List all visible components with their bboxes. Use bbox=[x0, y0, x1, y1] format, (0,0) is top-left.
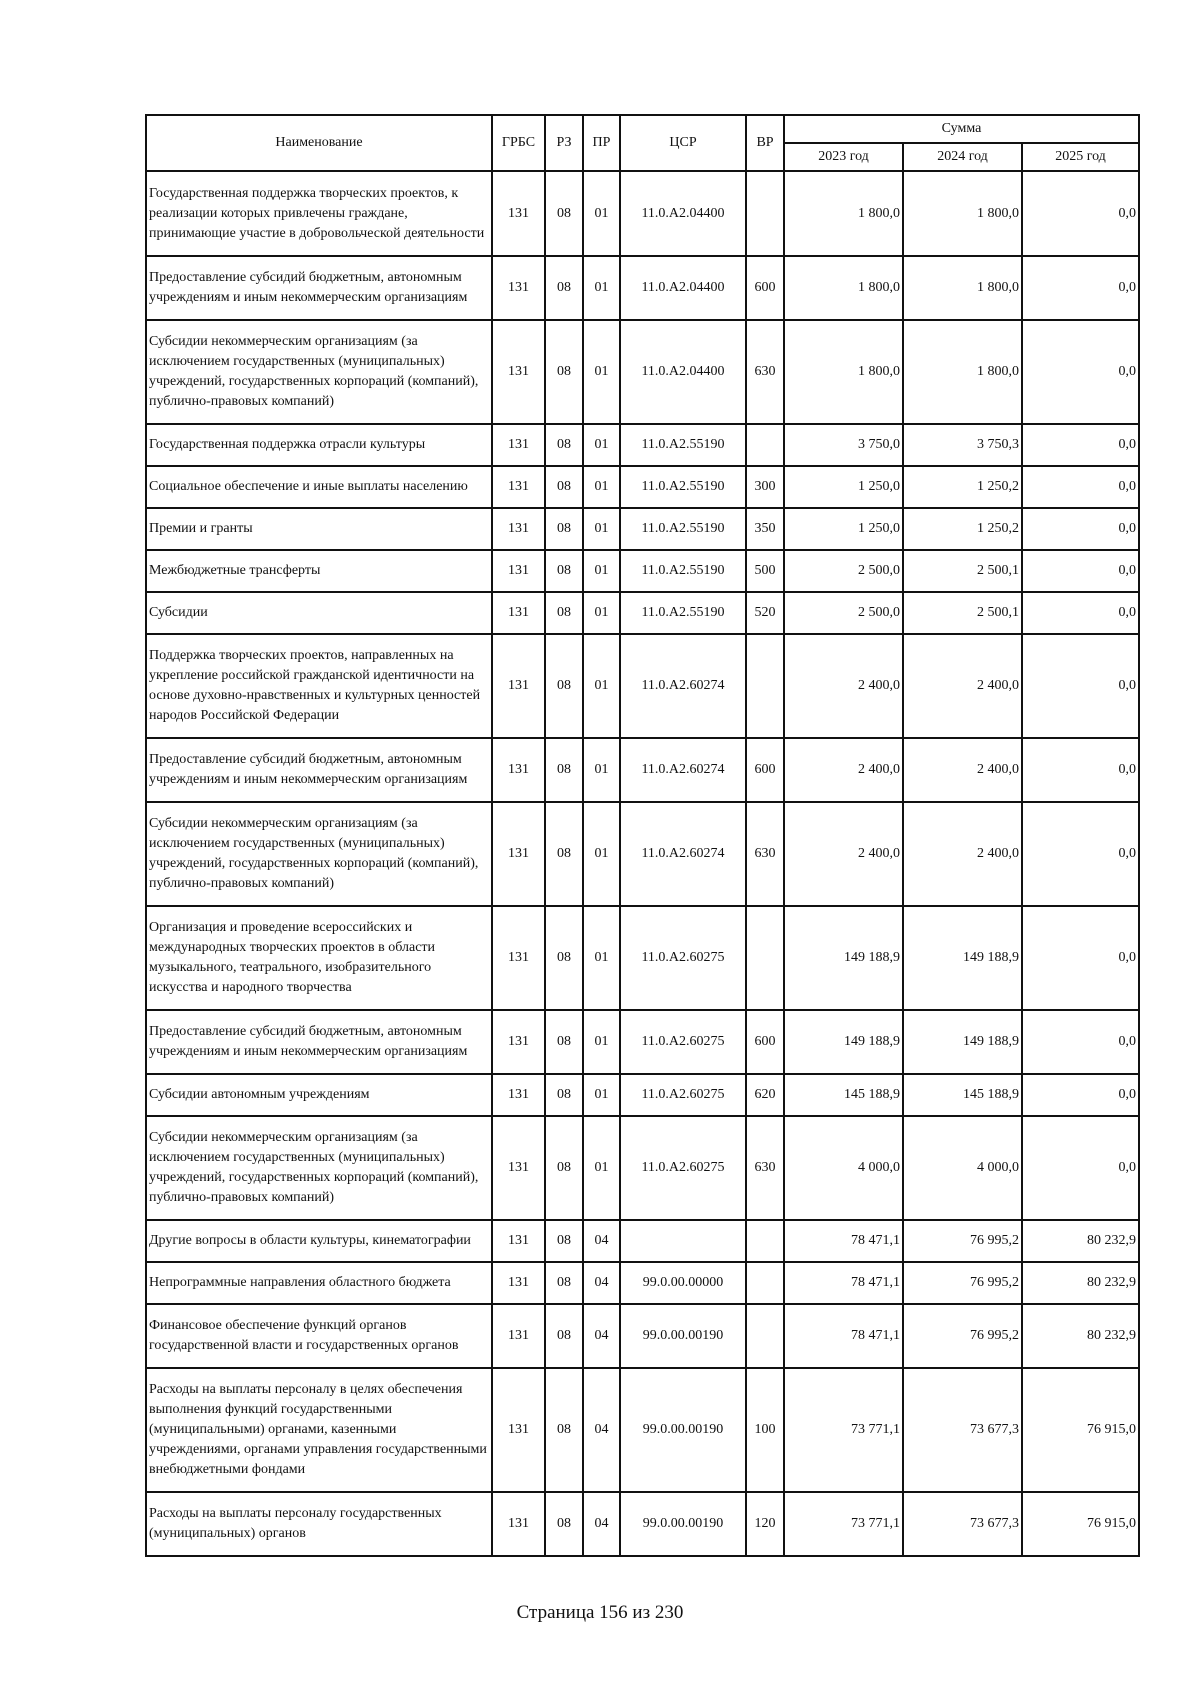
budget-table bbox=[145, 114, 1140, 1557]
cell-2025: 0,0 bbox=[1022, 738, 1139, 802]
cell-pr: 04 bbox=[583, 1304, 620, 1368]
cell-pr: 01 bbox=[583, 906, 620, 1010]
cell-grbs: 131 bbox=[492, 592, 545, 634]
cell-2024: 73 677,3 bbox=[903, 1492, 1022, 1556]
cell-vr bbox=[746, 1304, 784, 1368]
header-rz: РЗ bbox=[545, 115, 583, 171]
cell-vr: 600 bbox=[746, 256, 784, 320]
cell-2024: 73 677,3 bbox=[903, 1368, 1022, 1492]
table-row bbox=[146, 508, 1139, 550]
cell-grbs: 131 bbox=[492, 1116, 545, 1220]
table-row bbox=[146, 592, 1139, 634]
cell-pr: 04 bbox=[583, 1220, 620, 1262]
table-row bbox=[146, 256, 1139, 320]
table-row bbox=[146, 550, 1139, 592]
table-row bbox=[146, 1492, 1139, 1556]
cell-2023: 3 750,0 bbox=[784, 424, 903, 466]
cell-rz: 08 bbox=[545, 466, 583, 508]
cell-name: Субсидии некоммерческим организациям (за исключением государственных (муниципальных) учреждений, государственных корпораций (компаний), публично-правовых компаний) bbox=[146, 320, 492, 424]
header-year-2025: 2025 год bbox=[1022, 143, 1139, 171]
table-row bbox=[146, 1010, 1139, 1074]
cell-grbs: 131 bbox=[492, 171, 545, 256]
cell-rz: 08 bbox=[545, 1010, 583, 1074]
cell-pr: 01 bbox=[583, 171, 620, 256]
cell-pr: 01 bbox=[583, 634, 620, 738]
cell-2024: 3 750,3 bbox=[903, 424, 1022, 466]
cell-2023: 1 250,0 bbox=[784, 466, 903, 508]
cell-name: Предоставление субсидий бюджетным, автономным учреждениям и иным некоммерческим организациям bbox=[146, 738, 492, 802]
cell-rz: 08 bbox=[545, 256, 583, 320]
cell-vr: 600 bbox=[746, 1010, 784, 1074]
cell-name: Расходы на выплаты персоналу в целях обеспечения выполнения функций государственными (муниципальными) органами, казенными учреждениями, органами управления государственными внебюджетными фондами bbox=[146, 1368, 492, 1492]
cell-2023: 145 188,9 bbox=[784, 1074, 903, 1116]
cell-csr: 99.0.00.00190 bbox=[620, 1368, 746, 1492]
cell-2024: 2 400,0 bbox=[903, 802, 1022, 906]
cell-2024: 149 188,9 bbox=[903, 906, 1022, 1010]
cell-2024: 1 800,0 bbox=[903, 320, 1022, 424]
cell-2024: 2 500,1 bbox=[903, 592, 1022, 634]
cell-2023: 2 500,0 bbox=[784, 592, 903, 634]
table-row bbox=[146, 1304, 1139, 1368]
cell-grbs: 131 bbox=[492, 508, 545, 550]
cell-2025: 76 915,0 bbox=[1022, 1492, 1139, 1556]
header-year-2024: 2024 год bbox=[903, 143, 1022, 171]
cell-2025: 0,0 bbox=[1022, 802, 1139, 906]
cell-grbs: 131 bbox=[492, 906, 545, 1010]
cell-2025: 0,0 bbox=[1022, 550, 1139, 592]
cell-2024: 1 250,2 bbox=[903, 466, 1022, 508]
cell-rz: 08 bbox=[545, 508, 583, 550]
cell-name: Субсидии некоммерческим организациям (за исключением государственных (муниципальных) учреждений, государственных корпораций (компаний), публично-правовых компаний) bbox=[146, 1116, 492, 1220]
table-row bbox=[146, 1220, 1139, 1262]
cell-2025: 0,0 bbox=[1022, 320, 1139, 424]
cell-csr: 11.0.A2.55190 bbox=[620, 466, 746, 508]
cell-csr: 11.0.A2.55190 bbox=[620, 550, 746, 592]
cell-2025: 80 232,9 bbox=[1022, 1262, 1139, 1304]
cell-rz: 08 bbox=[545, 634, 583, 738]
cell-2024: 2 500,1 bbox=[903, 550, 1022, 592]
cell-grbs: 131 bbox=[492, 634, 545, 738]
cell-csr: 11.0.A2.60275 bbox=[620, 906, 746, 1010]
header-csr: ЦСР bbox=[620, 115, 746, 171]
table-row bbox=[146, 424, 1139, 466]
cell-csr: 11.0.A2.60275 bbox=[620, 1074, 746, 1116]
cell-vr: 120 bbox=[746, 1492, 784, 1556]
cell-name: Субсидии некоммерческим организациям (за исключением государственных (муниципальных) учреждений, государственных корпораций (компаний), публично-правовых компаний) bbox=[146, 802, 492, 906]
cell-grbs: 131 bbox=[492, 256, 545, 320]
cell-grbs: 131 bbox=[492, 1010, 545, 1074]
cell-grbs: 131 bbox=[492, 466, 545, 508]
cell-vr bbox=[746, 424, 784, 466]
page-number: Страница 156 из 230 bbox=[516, 1602, 684, 1623]
cell-2023: 1 800,0 bbox=[784, 256, 903, 320]
cell-rz: 08 bbox=[545, 802, 583, 906]
cell-pr: 04 bbox=[583, 1368, 620, 1492]
cell-grbs: 131 bbox=[492, 738, 545, 802]
cell-vr: 520 bbox=[746, 592, 784, 634]
table-row bbox=[146, 634, 1139, 738]
cell-2024: 2 400,0 bbox=[903, 634, 1022, 738]
cell-vr bbox=[746, 171, 784, 256]
cell-name: Социальное обеспечение и иные выплаты населению bbox=[146, 466, 492, 508]
table-header bbox=[146, 115, 1139, 171]
cell-name: Предоставление субсидий бюджетным, автономным учреждениям и иным некоммерческим организациям bbox=[146, 256, 492, 320]
cell-2023: 2 400,0 bbox=[784, 634, 903, 738]
cell-grbs: 131 bbox=[492, 1262, 545, 1304]
cell-2024: 1 800,0 bbox=[903, 256, 1022, 320]
cell-grbs: 131 bbox=[492, 1492, 545, 1556]
cell-2024: 4 000,0 bbox=[903, 1116, 1022, 1220]
cell-2023: 149 188,9 bbox=[784, 906, 903, 1010]
cell-csr: 99.0.00.00190 bbox=[620, 1492, 746, 1556]
cell-name: Непрограммные направления областного бюджета bbox=[146, 1262, 492, 1304]
cell-2023: 1 250,0 bbox=[784, 508, 903, 550]
cell-rz: 08 bbox=[545, 1304, 583, 1368]
header-year-2023: 2023 год bbox=[784, 143, 903, 171]
cell-vr: 620 bbox=[746, 1074, 784, 1116]
cell-vr bbox=[746, 1262, 784, 1304]
cell-2025: 0,0 bbox=[1022, 1010, 1139, 1074]
cell-2025: 76 915,0 bbox=[1022, 1368, 1139, 1492]
cell-2023: 73 771,1 bbox=[784, 1368, 903, 1492]
cell-2023: 78 471,1 bbox=[784, 1262, 903, 1304]
cell-2025: 0,0 bbox=[1022, 592, 1139, 634]
cell-pr: 01 bbox=[583, 466, 620, 508]
cell-rz: 08 bbox=[545, 550, 583, 592]
cell-2023: 1 800,0 bbox=[784, 171, 903, 256]
cell-2024: 2 400,0 bbox=[903, 738, 1022, 802]
cell-csr: 11.0.A2.55190 bbox=[620, 424, 746, 466]
table-row bbox=[146, 1074, 1139, 1116]
cell-2025: 0,0 bbox=[1022, 171, 1139, 256]
cell-2025: 80 232,9 bbox=[1022, 1220, 1139, 1262]
cell-grbs: 131 bbox=[492, 550, 545, 592]
cell-rz: 08 bbox=[545, 424, 583, 466]
cell-name: Субсидии bbox=[146, 592, 492, 634]
cell-csr: 99.0.00.00000 bbox=[620, 1262, 746, 1304]
cell-vr bbox=[746, 634, 784, 738]
cell-csr: 99.0.00.00190 bbox=[620, 1304, 746, 1368]
cell-pr: 01 bbox=[583, 802, 620, 906]
cell-rz: 08 bbox=[545, 1492, 583, 1556]
cell-rz: 08 bbox=[545, 171, 583, 256]
cell-2024: 1 250,2 bbox=[903, 508, 1022, 550]
cell-csr: 11.0.A2.04400 bbox=[620, 171, 746, 256]
cell-2023: 4 000,0 bbox=[784, 1116, 903, 1220]
cell-name: Предоставление субсидий бюджетным, автономным учреждениям и иным некоммерческим организациям bbox=[146, 1010, 492, 1074]
cell-2023: 78 471,1 bbox=[784, 1220, 903, 1262]
cell-rz: 08 bbox=[545, 1220, 583, 1262]
cell-2024: 145 188,9 bbox=[903, 1074, 1022, 1116]
cell-pr: 04 bbox=[583, 1492, 620, 1556]
cell-name: Другие вопросы в области культуры, кинематографии bbox=[146, 1220, 492, 1262]
cell-vr: 100 bbox=[746, 1368, 784, 1492]
cell-grbs: 131 bbox=[492, 1074, 545, 1116]
cell-pr: 01 bbox=[583, 592, 620, 634]
cell-pr: 01 bbox=[583, 508, 620, 550]
cell-pr: 01 bbox=[583, 738, 620, 802]
cell-pr: 01 bbox=[583, 1074, 620, 1116]
cell-2025: 0,0 bbox=[1022, 1116, 1139, 1220]
cell-csr: 11.0.A2.60275 bbox=[620, 1116, 746, 1220]
cell-2024: 149 188,9 bbox=[903, 1010, 1022, 1074]
table-body bbox=[146, 171, 1139, 1556]
header-name: Наименование bbox=[146, 115, 492, 171]
cell-2025: 80 232,9 bbox=[1022, 1304, 1139, 1368]
cell-name: Государственная поддержка отрасли культуры bbox=[146, 424, 492, 466]
cell-2023: 1 800,0 bbox=[784, 320, 903, 424]
cell-vr: 630 bbox=[746, 802, 784, 906]
cell-rz: 08 bbox=[545, 1116, 583, 1220]
cell-csr: 11.0.A2.60274 bbox=[620, 634, 746, 738]
cell-rz: 08 bbox=[545, 738, 583, 802]
cell-2023: 2 400,0 bbox=[784, 802, 903, 906]
cell-2023: 2 400,0 bbox=[784, 738, 903, 802]
table-row bbox=[146, 171, 1139, 256]
cell-csr: 11.0.A2.60275 bbox=[620, 1010, 746, 1074]
header-pr: ПР bbox=[583, 115, 620, 171]
table-row bbox=[146, 1262, 1139, 1304]
cell-csr: 11.0.A2.60274 bbox=[620, 738, 746, 802]
cell-vr: 500 bbox=[746, 550, 784, 592]
cell-grbs: 131 bbox=[492, 802, 545, 906]
header-grbs: ГРБС bbox=[492, 115, 545, 171]
cell-pr: 01 bbox=[583, 550, 620, 592]
table-row bbox=[146, 1116, 1139, 1220]
table-row bbox=[146, 1368, 1139, 1492]
cell-vr: 600 bbox=[746, 738, 784, 802]
cell-2025: 0,0 bbox=[1022, 906, 1139, 1010]
cell-2023: 78 471,1 bbox=[784, 1304, 903, 1368]
cell-grbs: 131 bbox=[492, 424, 545, 466]
cell-pr: 01 bbox=[583, 1010, 620, 1074]
cell-pr: 01 bbox=[583, 256, 620, 320]
header-vr: ВР bbox=[746, 115, 784, 171]
cell-rz: 08 bbox=[545, 1368, 583, 1492]
cell-grbs: 131 bbox=[492, 1368, 545, 1492]
cell-2025: 0,0 bbox=[1022, 634, 1139, 738]
cell-2024: 76 995,2 bbox=[903, 1262, 1022, 1304]
table-row bbox=[146, 906, 1139, 1010]
cell-csr: 11.0.A2.60274 bbox=[620, 802, 746, 906]
cell-name: Расходы на выплаты персоналу государственных (муниципальных) органов bbox=[146, 1492, 492, 1556]
cell-name: Субсидии автономным учреждениям bbox=[146, 1074, 492, 1116]
cell-2023: 2 500,0 bbox=[784, 550, 903, 592]
cell-vr: 630 bbox=[746, 320, 784, 424]
cell-csr: 11.0.A2.55190 bbox=[620, 508, 746, 550]
cell-2025: 0,0 bbox=[1022, 256, 1139, 320]
cell-name: Премии и гранты bbox=[146, 508, 492, 550]
cell-rz: 08 bbox=[545, 592, 583, 634]
cell-rz: 08 bbox=[545, 906, 583, 1010]
cell-name: Межбюджетные трансферты bbox=[146, 550, 492, 592]
cell-2024: 76 995,2 bbox=[903, 1304, 1022, 1368]
cell-2024: 76 995,2 bbox=[903, 1220, 1022, 1262]
table-row bbox=[146, 738, 1139, 802]
cell-2025: 0,0 bbox=[1022, 466, 1139, 508]
cell-2025: 0,0 bbox=[1022, 508, 1139, 550]
cell-csr: 11.0.A2.04400 bbox=[620, 320, 746, 424]
cell-rz: 08 bbox=[545, 320, 583, 424]
cell-rz: 08 bbox=[545, 1262, 583, 1304]
cell-2023: 73 771,1 bbox=[784, 1492, 903, 1556]
cell-name: Организация и проведение всероссийских и международных творческих проектов в области музыкального, театрального, изобразительного искусства и народного творчества bbox=[146, 906, 492, 1010]
cell-vr: 300 bbox=[746, 466, 784, 508]
cell-rz: 08 bbox=[545, 1074, 583, 1116]
cell-grbs: 131 bbox=[492, 320, 545, 424]
cell-pr: 01 bbox=[583, 320, 620, 424]
cell-name: Поддержка творческих проектов, направленных на укрепление российской гражданской идентичности на основе духовно-нравственных и культурных ценностей народов Российской Федерации bbox=[146, 634, 492, 738]
cell-2024: 1 800,0 bbox=[903, 171, 1022, 256]
table-row bbox=[146, 320, 1139, 424]
cell-csr: 11.0.A2.55190 bbox=[620, 592, 746, 634]
cell-pr: 01 bbox=[583, 424, 620, 466]
cell-csr bbox=[620, 1220, 746, 1262]
cell-pr: 04 bbox=[583, 1262, 620, 1304]
cell-name: Финансовое обеспечение функций органов государственной власти и государственных органов bbox=[146, 1304, 492, 1368]
cell-csr: 11.0.A2.04400 bbox=[620, 256, 746, 320]
cell-grbs: 131 bbox=[492, 1304, 545, 1368]
cell-2025: 0,0 bbox=[1022, 1074, 1139, 1116]
cell-vr: 350 bbox=[746, 508, 784, 550]
cell-vr bbox=[746, 1220, 784, 1262]
cell-pr: 01 bbox=[583, 1116, 620, 1220]
cell-name: Государственная поддержка творческих проектов, к реализации которых привлечены граждане, принимающие участие в добровольческой деятельности bbox=[146, 171, 492, 256]
cell-vr: 630 bbox=[746, 1116, 784, 1220]
table-row bbox=[146, 802, 1139, 906]
header-sum: Сумма bbox=[784, 115, 1139, 143]
cell-2025: 0,0 bbox=[1022, 424, 1139, 466]
cell-grbs: 131 bbox=[492, 1220, 545, 1262]
cell-2023: 149 188,9 bbox=[784, 1010, 903, 1074]
cell-vr bbox=[746, 906, 784, 1010]
table-row bbox=[146, 466, 1139, 508]
